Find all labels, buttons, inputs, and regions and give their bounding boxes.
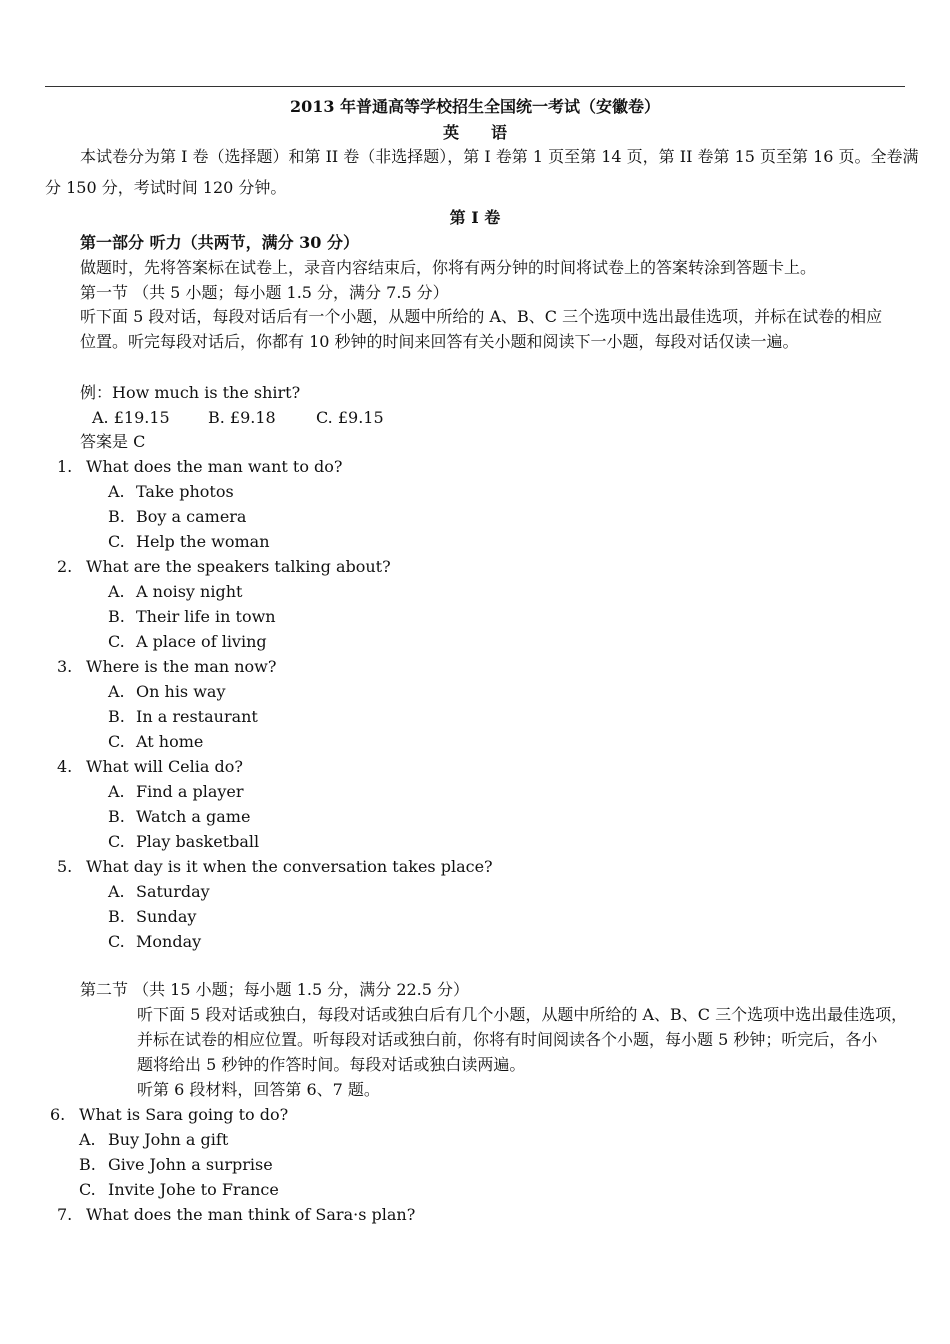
question-number: 3. (57, 657, 73, 676)
option-letter: A. (108, 482, 125, 501)
option-text: A place of living (136, 632, 267, 651)
option-letter: C. (108, 532, 125, 551)
option-letter: C. (108, 832, 125, 851)
section2-instruction-3: 题将给出 5 秒钟的作答时间。每段对话或独白读两遍。 (137, 1055, 526, 1074)
question-text: What day is it when the conversation takes place? (86, 857, 493, 876)
option-letter: C. (108, 732, 125, 751)
question-number: 1. (57, 457, 73, 476)
section2-instruction-1: 听下面 5 段对话或独白，每段对话或独白后有几个小题，从题中所给的 A、B、C 三个选项中选出最佳选项， (137, 1005, 908, 1024)
option-text: Find a player (136, 782, 244, 801)
volume-title: 第 I 卷 (449, 208, 501, 227)
section2-heading: 第二节 （共 15 小题；每小题 1.5 分，满分 22.5 分） (80, 980, 470, 999)
question-text: What are the speakers talking about? (86, 557, 391, 576)
intro-line-2: 分 150 分，考试时间 120 分钟。 (45, 178, 287, 197)
option-letter: A. (108, 782, 125, 801)
example-option-a: A. £19.15 (92, 408, 170, 427)
subject-title: 英 语 (442, 123, 507, 142)
question-text: What is Sara going to do? (79, 1105, 289, 1124)
part1-heading: 第一部分 听力（共两节，满分 30 分） (80, 233, 359, 252)
intro-line-1: 本试卷分为第 I 卷（选择题）和第 II 卷（非选择题），第 I 卷第 1 页至第 14 页，第 II 卷第 15 页至第 16 页。全卷满 (80, 147, 919, 166)
question-text: What does the man want to do? (86, 457, 343, 476)
example-option-c: C. £9.15 (316, 408, 384, 427)
option-letter: B. (108, 507, 125, 526)
option-text: A noisy night (136, 582, 243, 601)
material-note: 听第 6 段材料，回答第 6、7 题。 (137, 1080, 380, 1099)
option-text: Play basketball (136, 832, 260, 851)
option-letter: A. (108, 582, 125, 601)
option-letter: B. (108, 807, 125, 826)
option-text: On his way (136, 682, 226, 701)
question-text: Where is the man now? (86, 657, 277, 676)
option-text: Take photos (136, 482, 234, 501)
section2-instruction-2: 并标在试卷的相应位置。听每段对话或独白前，你将有时间阅读各个小题，每小题 5 秒钟；听完后，各小 (137, 1030, 878, 1049)
question-text: What does the man think of Sara·s plan? (86, 1205, 416, 1224)
question-number: 6. (50, 1105, 66, 1124)
exam-title: 2013 年普通高等学校招生全国统一考试（安徽卷） (289, 97, 661, 116)
section1-instruction-1: 听下面 5 段对话，每段对话后有一个小题，从题中所给的 A、B、C 三个选项中选出最佳选项，并标在试卷的相应 (80, 307, 883, 326)
option-letter: B. (79, 1155, 96, 1174)
section1-instruction-2: 位置。听完每段对话后，你都有 10 秒钟的时间来回答有关小题和阅读下一小题，每段对话仅读一遍。 (80, 332, 799, 351)
option-letter: A. (108, 682, 125, 701)
option-text: At home (136, 732, 204, 751)
question-number: 5. (57, 857, 73, 876)
part1-instruction: 做题时，先将答案标在试卷上，录音内容结束后，你将有两分钟的时间将试卷上的答案转涂到答题卡上。 (80, 258, 817, 277)
question-text: What will Celia do? (86, 757, 243, 776)
example-answer: 答案是 C (80, 432, 146, 451)
option-text: Sunday (136, 907, 197, 926)
option-letter: A. (108, 882, 125, 901)
example-question: 例：How much is the shirt? (80, 383, 301, 402)
section1-heading: 第一节 （共 5 小题；每小题 1.5 分，满分 7.5 分） (80, 283, 449, 302)
option-letter: C. (108, 632, 125, 651)
option-text: Buy John a gift (108, 1130, 229, 1149)
option-text: Watch a game (136, 807, 251, 826)
option-text: Saturday (136, 882, 210, 901)
option-text: Invite Johe to France (108, 1180, 279, 1199)
option-text: Their life in town (136, 607, 276, 626)
option-letter: A. (79, 1130, 96, 1149)
option-letter: B. (108, 607, 125, 626)
option-letter: B. (108, 907, 125, 926)
question-number: 2. (57, 557, 73, 576)
option-text: Monday (136, 932, 202, 951)
option-text: Boy a camera (136, 507, 247, 526)
option-text: Give John a surprise (108, 1155, 273, 1174)
example-option-b: B. £9.18 (208, 408, 276, 427)
option-letter: C. (79, 1180, 96, 1199)
question-number: 7. (57, 1205, 73, 1224)
question-number: 4. (57, 757, 73, 776)
option-text: Help the woman (136, 532, 270, 551)
option-letter: C. (108, 932, 125, 951)
option-text: In a restaurant (136, 707, 258, 726)
option-letter: B. (108, 707, 125, 726)
top-rule (45, 86, 905, 87)
